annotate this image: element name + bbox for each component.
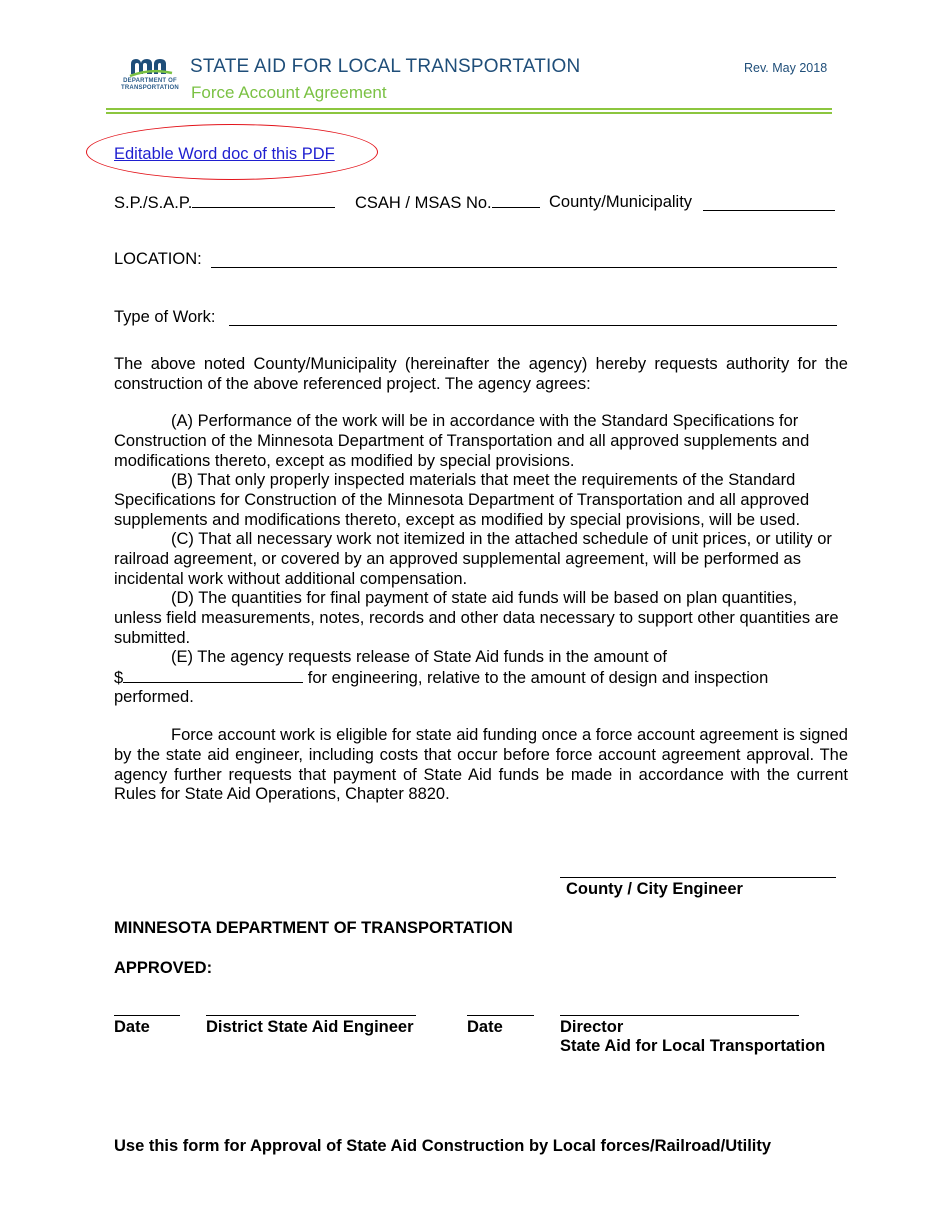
item-a: (A) Performance of the work will be in accordance with the Standard Specifications for Construction of the Minnesota Department of Transportation and all approved supplements and modifications thereto, except as modified by special provisions. <box>114 412 810 470</box>
item-e-end: performed. <box>114 688 194 706</box>
engineering-amount-blank[interactable] <box>123 668 303 683</box>
header-rule-bottom <box>106 112 832 114</box>
dept-heading: MINNESOTA DEPARTMENT OF TRANSPORTATION <box>114 919 513 937</box>
location-blank[interactable] <box>211 267 837 268</box>
editable-word-doc-link[interactable]: Editable Word doc of this PDF <box>114 145 335 163</box>
item-e-text: for engineering, relative to the amount of design and inspection <box>307 669 769 687</box>
sp-label: S.P./S.A.P. <box>114 194 193 212</box>
county-field[interactable] <box>549 193 692 212</box>
county-label: County/Municipality <box>549 193 693 211</box>
header-rule-top <box>106 108 832 110</box>
county-engineer-label: County / City Engineer <box>566 880 743 898</box>
director-signature-line[interactable] <box>560 1015 799 1016</box>
district-engineer-label: District State Aid Engineer <box>206 1018 414 1036</box>
revision-date: Rev. May 2018 <box>744 61 828 75</box>
sp-blank[interactable] <box>192 193 335 208</box>
location-label: LOCATION: <box>114 250 202 268</box>
approved-label: APPROVED: <box>114 959 213 977</box>
closing-paragraph: Force account work is eligible for state aid funding once a force account agreement is signed by the state aid engineer, including costs that occur before force account agreement approval. The agency further requests that payment of State Aid funds be made in accordance with the current Rules for State Aid Operations, Chapter 8820. <box>114 726 848 804</box>
mndot-logo <box>120 56 182 96</box>
type-of-work-blank[interactable] <box>229 325 837 326</box>
item-b: (B) That only properly inspected materials that meet the requirements of the Standard Specifications for Construction of the Minnesota Department of Transportation and all approved supplements and modifications thereto, except as modified by special provisions, will be used. <box>114 471 810 529</box>
item-c: (C) That all necessary work not itemized in the attached schedule of unit prices, or utility or railroad agreement, or covered by an approved supplemental agreement, will be performed as incidental work without additional compensation. <box>114 530 832 588</box>
header-title: STATE AID FOR LOCAL TRANSPORTATION <box>190 56 581 77</box>
district-engineer-signature-line[interactable] <box>206 1015 416 1016</box>
date1-label: Date <box>114 1018 150 1036</box>
date1-signature-line[interactable] <box>114 1015 180 1016</box>
item-e-amount-line <box>114 668 768 688</box>
csah-label: CSAH / MSAS No. <box>355 194 492 212</box>
director-label: Director <box>560 1018 624 1036</box>
director-title: State Aid for Local Transportation <box>560 1037 826 1055</box>
csah-field[interactable] <box>355 193 540 213</box>
footer-note: Use this form for Approval of State Aid Construction by Local forces/Railroad/Utility <box>114 1137 772 1155</box>
date2-label: Date <box>467 1018 503 1036</box>
item-d: (D) The quantities for final payment of state aid funds will be based on plan quantities, unless field measurements, notes, records and other data necessary to support other quantities are submitted. <box>114 589 839 647</box>
currency-symbol: $ <box>114 669 124 687</box>
date2-signature-line[interactable] <box>467 1015 534 1016</box>
item-e: (E) The agency requests release of State Aid funds in the amount of <box>171 648 667 666</box>
county-blank[interactable] <box>703 210 835 211</box>
type-of-work-label: Type of Work: <box>114 308 216 326</box>
csah-blank[interactable] <box>492 193 540 208</box>
header-subtitle: Force Account Agreement <box>191 83 387 102</box>
county-engineer-signature-line[interactable] <box>560 877 836 878</box>
logo-text: DEPARTMENT OF TRANSPORTATION <box>121 78 179 91</box>
sp-field[interactable] <box>114 193 335 213</box>
mn-logo-icon <box>120 56 182 78</box>
intro-paragraph: The above noted County/Municipality (hereinafter the agency) hereby requests authority for the construction of the above referenced project. The agency agrees: <box>114 355 848 393</box>
